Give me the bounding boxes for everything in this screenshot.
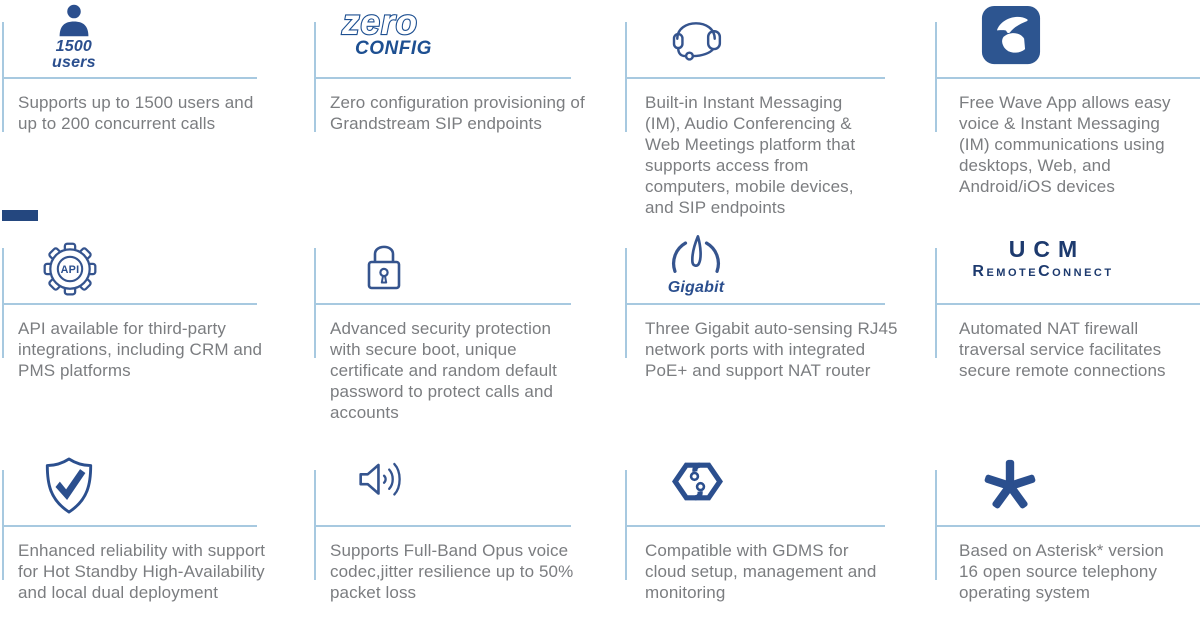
feature-cell-opus [314, 446, 625, 623]
gigabit-gauge-icon [665, 234, 727, 278]
users-icon [56, 3, 92, 39]
feature-cell-remoteconnect [935, 221, 1200, 446]
divider-horizontal [2, 77, 257, 79]
users-count-label: 1500 [55, 38, 93, 55]
divider-horizontal [625, 303, 885, 305]
feature-text: Advanced security protection with secure boot, unique certificate and random default password to protect calls and accounts [330, 319, 557, 422]
feature-cell-asterisk [935, 446, 1200, 623]
feature-text: Supports Full-Band Opus voice codec,jitter resilience up to 50% packet loss [330, 541, 574, 602]
gdms-icon [669, 460, 726, 503]
headset-icon [667, 9, 725, 61]
divider-horizontal [935, 303, 1200, 305]
divider-horizontal [314, 303, 571, 305]
divider-horizontal [2, 525, 257, 527]
zero-config-logo [340, 1, 468, 57]
lock-icon [362, 239, 406, 293]
feature-cell-api [0, 221, 314, 446]
cutoff-icon [2, 210, 38, 221]
feature-cell-gigabit [625, 221, 935, 446]
feature-cell-wave-app [935, 0, 1200, 221]
gigabit-label: Gigabit [667, 279, 725, 296]
divider-horizontal [2, 303, 257, 305]
svg-text:zero: zero [342, 3, 418, 42]
divider-horizontal [314, 525, 571, 527]
feature-text: Enhanced reliability with support for Hot Standby High-Availability and local dual deployment [18, 541, 266, 602]
feature-text: Compatible with GDMS for cloud setup, management and monitoring [645, 541, 877, 602]
feature-text: Based on Asterisk* version 16 open source telephony operating system [959, 541, 1164, 602]
feature-text: API available for third-party integrations, including CRM and PMS platforms [18, 319, 263, 380]
feature-text: Automated NAT firewall traversal service facilitates secure remote connections [959, 319, 1166, 380]
asterisk-icon [983, 459, 1037, 513]
shield-check-icon [42, 456, 96, 516]
divider-horizontal [935, 77, 1200, 79]
ucm-logo-text: UCM [1008, 236, 1086, 262]
feature-text: Free Wave App allows easy voice & Instant Messaging (IM) communications using desktops, Web, and Android/iOS devices [959, 93, 1171, 196]
svg-text:API: API [60, 264, 80, 277]
users-word-label: users [52, 54, 96, 71]
wave-app-icon [981, 5, 1041, 65]
feature-cell-reliability [0, 446, 314, 623]
remoteconnect-logo-text: RemoteConnect [972, 263, 1114, 280]
feature-cell-zero-config [314, 0, 625, 221]
feature-text: Three Gigabit auto-sensing RJ45 network ports with integrated PoE+ and support NAT router [645, 319, 898, 380]
feature-cell-users [0, 0, 314, 221]
feature-cell-gdms [625, 446, 935, 623]
api-gear-icon [40, 239, 100, 299]
speaker-icon [356, 456, 414, 502]
divider-horizontal [625, 525, 885, 527]
divider-horizontal [935, 525, 1200, 527]
divider-horizontal [625, 77, 885, 79]
feature-text: Zero configuration provisioning of Grandstream SIP endpoints [330, 93, 585, 133]
ucm-remoteconnect-logo [955, 237, 1131, 281]
feature-text: Built-in Instant Messaging (IM), Audio Conferencing & Web Meetings platform that supports access from computers, mobile devices, and SIP endpoints [645, 93, 856, 217]
feature-cell-meetings [625, 0, 935, 221]
divider-horizontal [314, 77, 571, 79]
feature-cell-security [314, 221, 625, 446]
feature-text: Supports up to 1500 users and up to 200 concurrent calls [18, 93, 254, 133]
svg-text:CONFIG: CONFIG [355, 38, 432, 57]
